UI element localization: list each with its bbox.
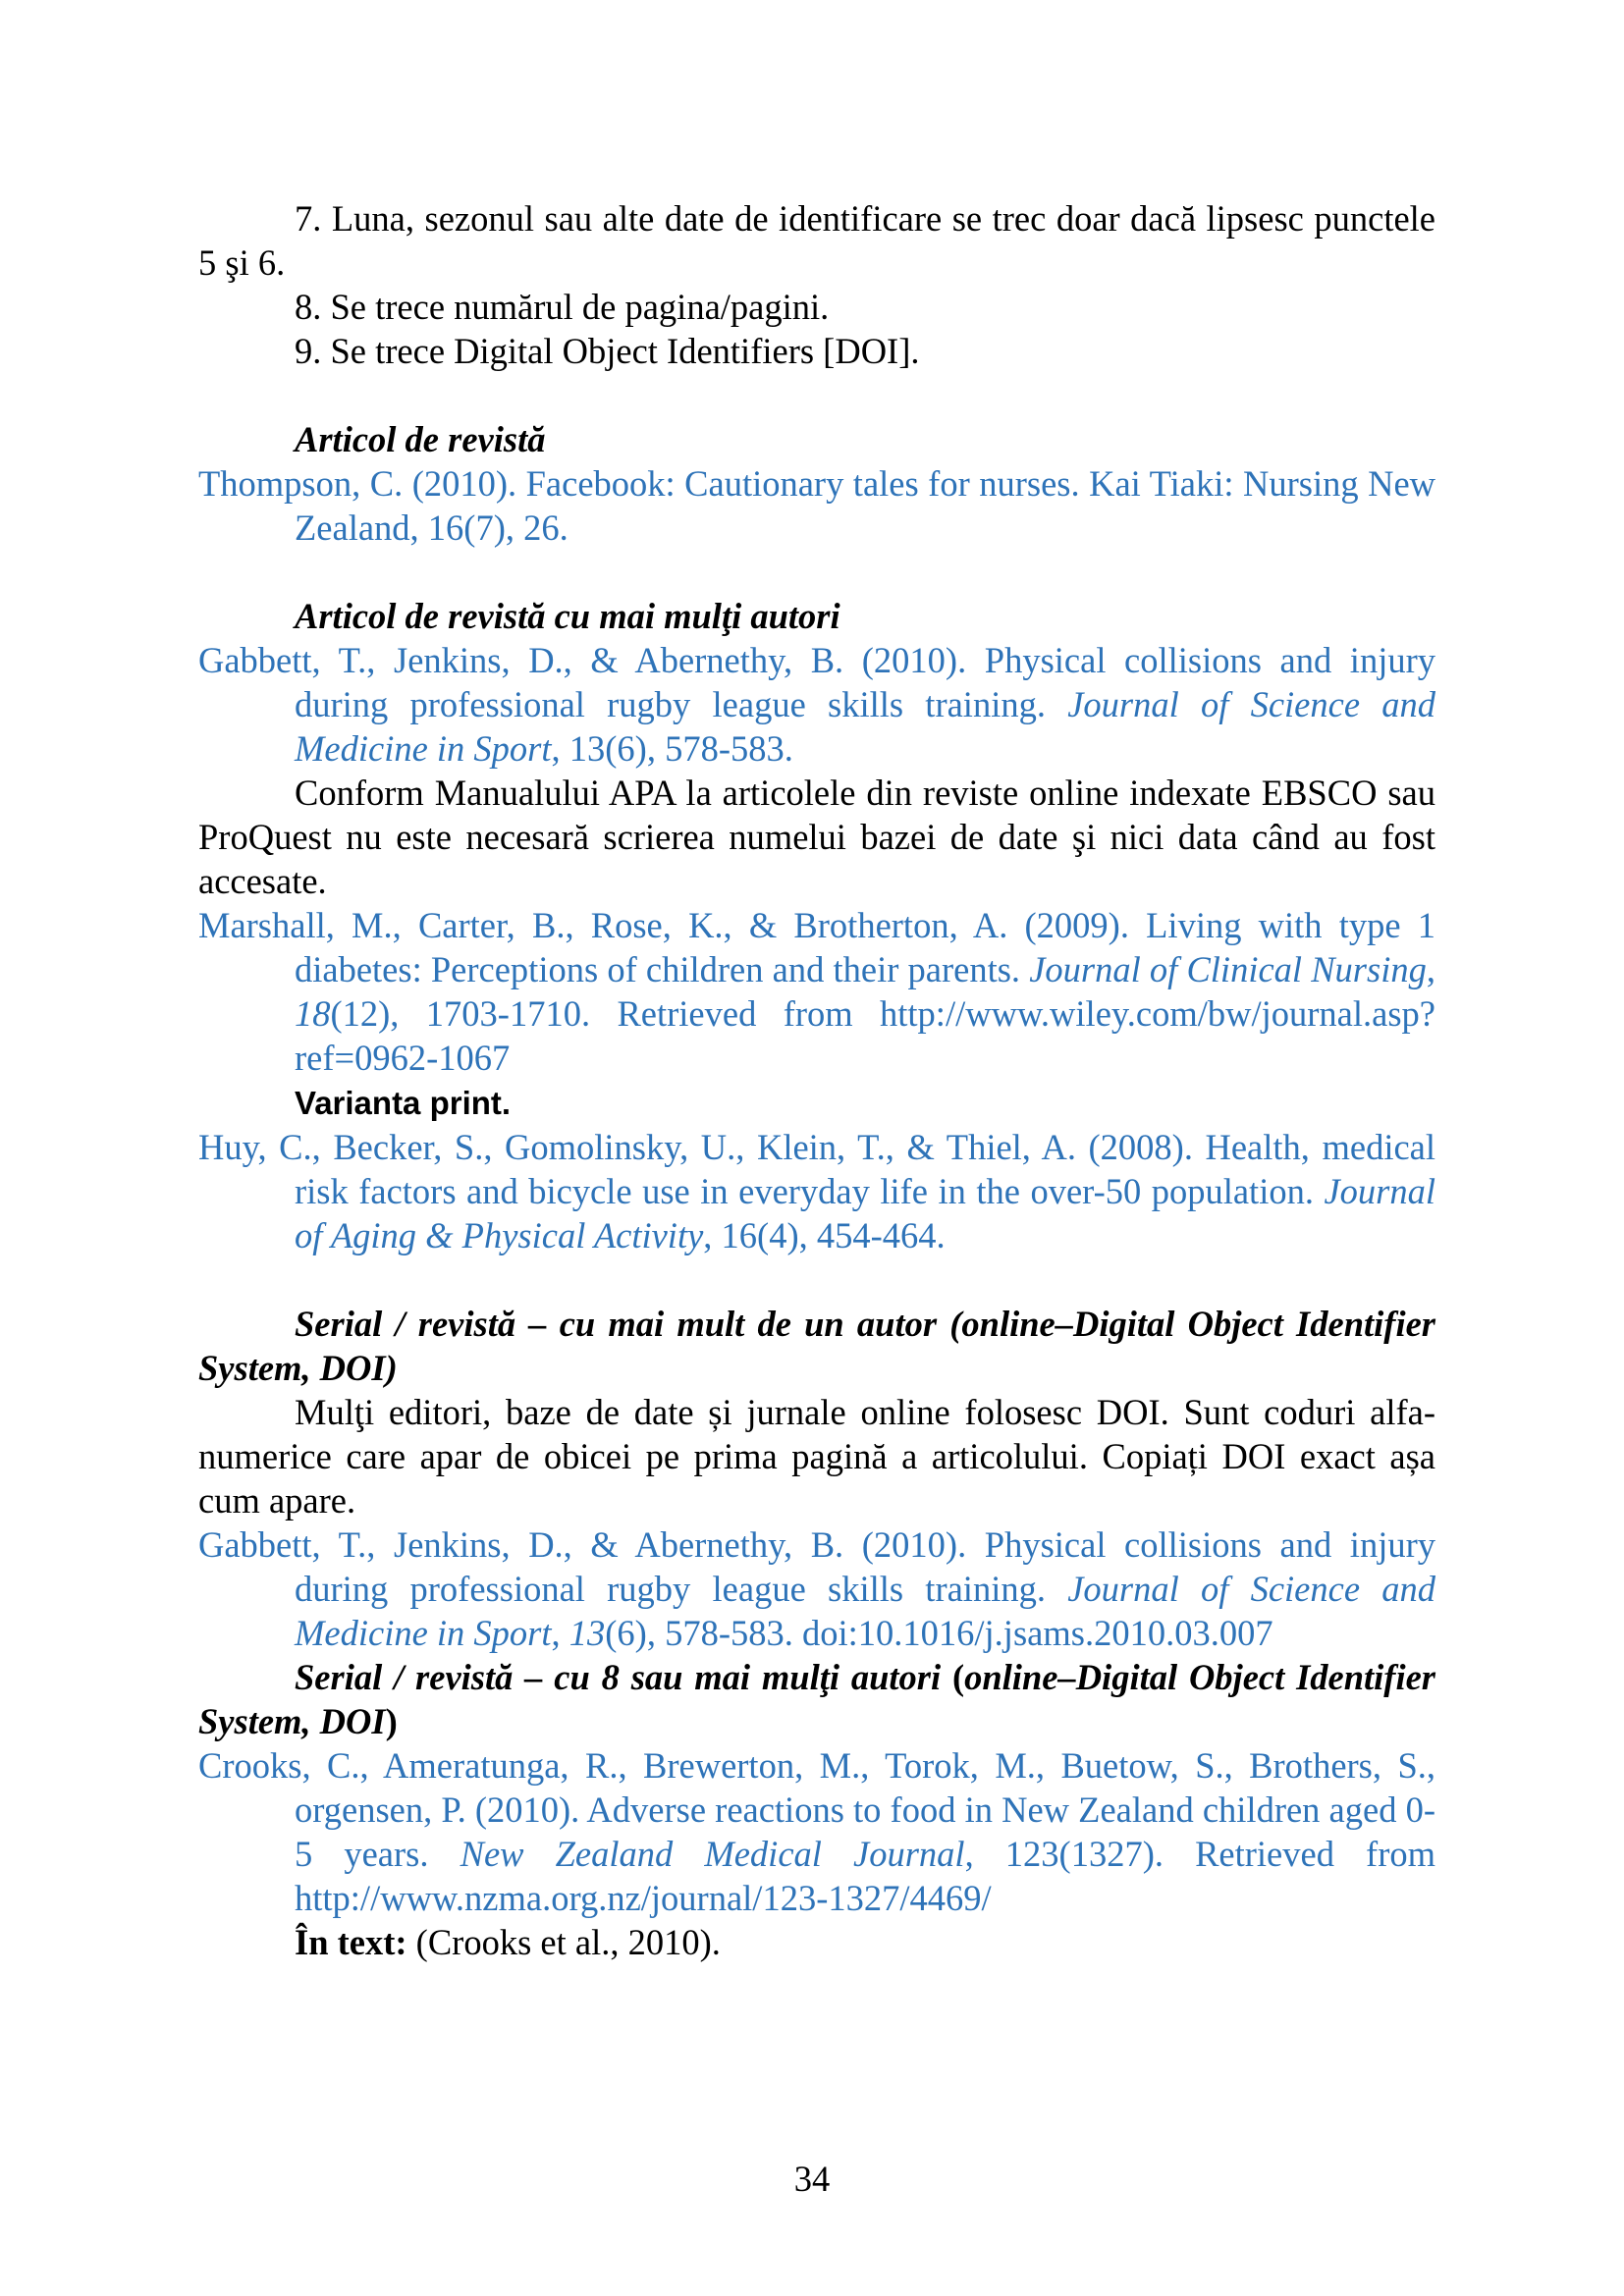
print-variant-label: Varianta print. xyxy=(295,1085,512,1121)
reference-entry: Crooks, C., Ameratunga, R., Brewerton, M., Torok, M., Buetow, S., Brothers, S., orgensen, P. (2010). Adverse reactions to food in New Zealand children aged 0-5 years. New Zealand Medical Journal, 123(1327). Retrieved from http://www.nzma.org.nz/journal/123-1327/4469/ xyxy=(198,1745,1435,1918)
list-item-8: 8. Se trece numărul de pagina/pagini. xyxy=(295,287,830,327)
section-heading: Articol de revistă xyxy=(295,419,546,459)
body-paragraph: Conform Manualului APA la articolele din reviste online indexate EBSCO sau ProQuest nu este necesară scrierea numelui bazei de date şi nici data când au fost accesate. xyxy=(198,773,1435,901)
reference-entry: Thompson, C. (2010). Facebook: Cautionary tales for nurses. Kai Tiaki: Nursing New Zealand, 16(7), 26. xyxy=(198,463,1435,548)
section-heading: Articol de revistă cu mai mulţi autori xyxy=(295,596,840,636)
reference-entry: Marshall, M., Carter, B., Rose, K., & Brotherton, A. (2009). Living with type 1 diabetes: Perceptions of children and their parents. Journal of Clinical Nursing, 18(12), 1703-1710. Retrieved from http://www.wiley.com/bw/journal.asp?ref=0962-1067 xyxy=(198,905,1435,1078)
reference-entry: Gabbett, T., Jenkins, D., & Abernethy, B. (2010). Physical collisions and injury during professional rugby league skills training. Journal of Science and Medicine in Sport, 13(6), 578-583. doi:10.1016/j.jsams.2010.03.007 xyxy=(198,1524,1435,1653)
section-heading: Serial / revistă – cu 8 sau mai mulţi autori (online–Digital Object Identifier System, DOI) xyxy=(198,1657,1436,1741)
list-item-7: 7. Luna, sezonul sau alte date de identificare se trec doar dacă lipsesc punctele 5 şi 6. xyxy=(198,198,1435,283)
body-paragraph: Mulţi editori, baze de date și jurnale online folosesc DOI. Sunt coduri alfa-numerice care apar de obicei pe prima pagină a articolului. Copiați DOI exact așa cum apare. xyxy=(198,1392,1435,1521)
list-item-9: 9. Se trece Digital Object Identifiers [DOI]. xyxy=(295,331,920,371)
reference-entry: Gabbett, T., Jenkins, D., & Abernethy, B. (2010). Physical collisions and injury during professional rugby league skills training. Journal of Science and Medicine in Sport, 13(6), 578-583. xyxy=(198,640,1435,769)
section-heading: Serial / revistă – cu mai mult de un autor (online–Digital Object Identifier System, DOI) xyxy=(198,1304,1435,1388)
reference-entry: Huy, C., Becker, S., Gomolinsky, U., Klein, T., & Thiel, A. (2008). Health, medical risk factors and bicycle use in everyday life in the over-50 population. Journal of Aging & Physical Activity, 16(4), 454-464. xyxy=(198,1127,1435,1255)
page-number: 34 xyxy=(793,2159,831,2199)
document-page xyxy=(198,196,1435,1964)
in-text-citation: În text: (Crooks et al., 2010). xyxy=(295,1922,721,1962)
